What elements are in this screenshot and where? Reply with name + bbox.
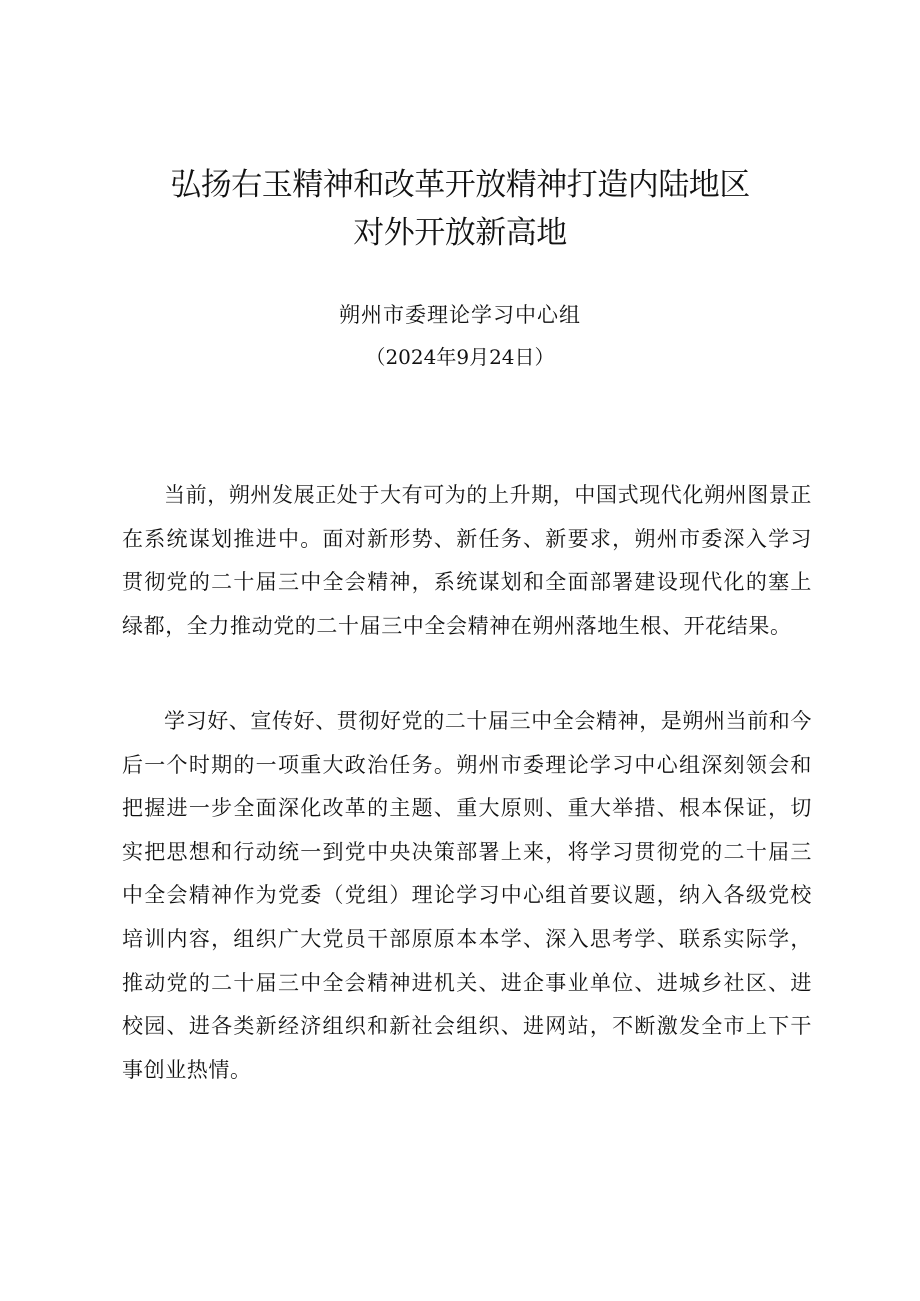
- date: （2024年9月24日）: [365, 345, 555, 369]
- title-line-2: 对外开放新高地: [353, 215, 567, 251]
- title-line-1: 弘扬右玉精神和改革开放精神打造内陆地区: [170, 167, 750, 203]
- author: 朔州市委理论学习中心组: [339, 303, 581, 327]
- paragraph-2: 学习好、宣传好、贯彻好党的二十届三中全会精神，是朔州当前和今后一个时期的一项重大政治任务。朔州市委理论学习中心组深刻领会和把握进一步全面深化改革的主题、重大原则、重大举措、根本保证，切实把思想和行动统一到党中央决策部署上来，将学习贯彻党的二十届三中全会精神作为党委（党组）理论学习中心组首要议题，纳入各级党校培训内容，组织广大党员干部原原本本学、深入思考学、联系实际学，推动党的二十届三中全会精神进机关、进企事业单位、进城乡社区、进校园、进各类新经济组织和新社会组织、进网站，不断激发全市上下干事创业热情。: [122, 709, 812, 1082]
- paragraph-1: 当前，朔州发展正处于大有可为的上升期，中国式现代化朔州图景正在系统谋划推进中。面对新形势、新任务、新要求，朔州市委深入学习贯彻党的二十届三中全会精神，系统谋划和全面部署建设现代化的塞上绿都，全力推动党的二十届三中全会精神在朔州落地生根、开花结果。: [122, 483, 812, 638]
